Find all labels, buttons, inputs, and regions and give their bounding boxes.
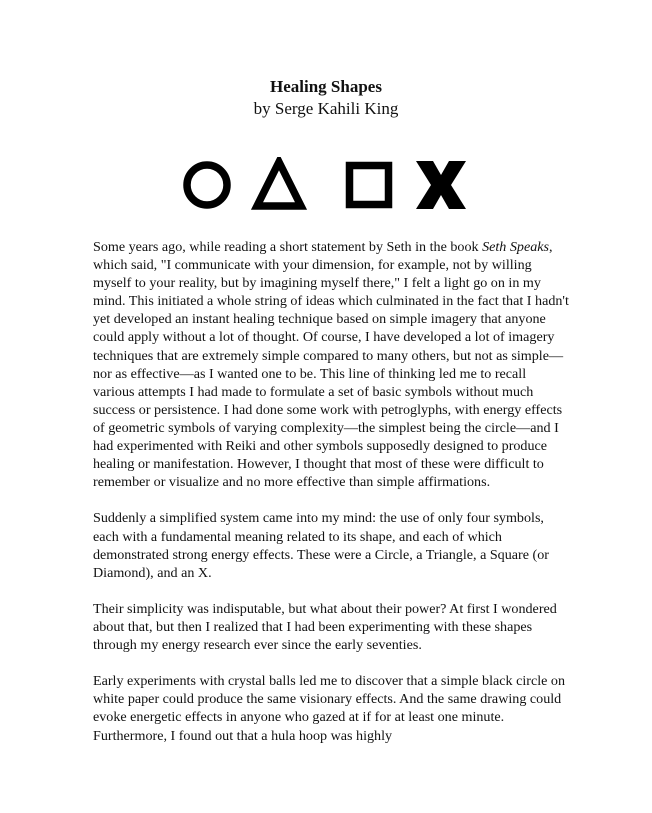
healing-symbols-figure (183, 157, 467, 213)
paragraph-1-text-b: , which said, "I communicate with your dimension, for example, not by willing myself to your reality, but by imagining myself there," I felt a light go on in my mind. This initiated a whole string of ideas which culminated in the fact that I hadn't yet developed an instant healing technique based on simple imagery that anyone could apply without a lot of thought. Of course, I have developed a lot of imagery techniques that are extremely simple compared to many others, but not as simple—nor as effective—as I wanted one to be. This line of thinking led me to recall various attempts I had made to formulate a set of basic symbols without much success or persistence. I had done some work with petroglyphs, with energy effects of geometric symbols of varying complexity—the simplest being the circle—and I had experimented with Reiki and other symbols supposedly designed to produce healing or manifestation. However, I thought that most of these were difficult to remember or visualize and no more effective than simple affirmations. (93, 239, 569, 491)
paragraph-1-text-a: Some years ago, while reading a short statement by Seth in the book (93, 239, 483, 255)
book-title-seth-speaks: Seth Speaks (482, 239, 549, 255)
triangle-icon (257, 162, 301, 206)
square-icon (350, 166, 389, 205)
paragraph-1 (93, 238, 571, 491)
paragraph-3: Their simplicity was indisputable, but what about their power? At first I wondered about that, but then I realized that I had been experimenting with these shapes through my energy research ever since the early seventies. (93, 600, 557, 654)
x-icon (416, 161, 466, 209)
paragraph-2: Suddenly a simplified system came into my mind: the use of only four symbols, each with a fundamental meaning related to its shape, and each of which demonstrated strong energy effects. These were a Circle, a Triangle, a Square (or Diamond), and an X. (93, 510, 549, 581)
document-byline: by Serge Kahili King (253, 99, 399, 118)
document-title: Healing Shapes (270, 77, 382, 96)
article-body (93, 238, 571, 763)
circle-icon (187, 165, 227, 205)
paragraph-4: Early experiments with crystal balls led me to discover that a simple black circle on white paper could produce the same visionary effects. And the same drawing could evoke energetic effects in anyone who gazed at if for at least one minute. Furthermore, I found out that a hula hoop was highly (93, 673, 565, 744)
